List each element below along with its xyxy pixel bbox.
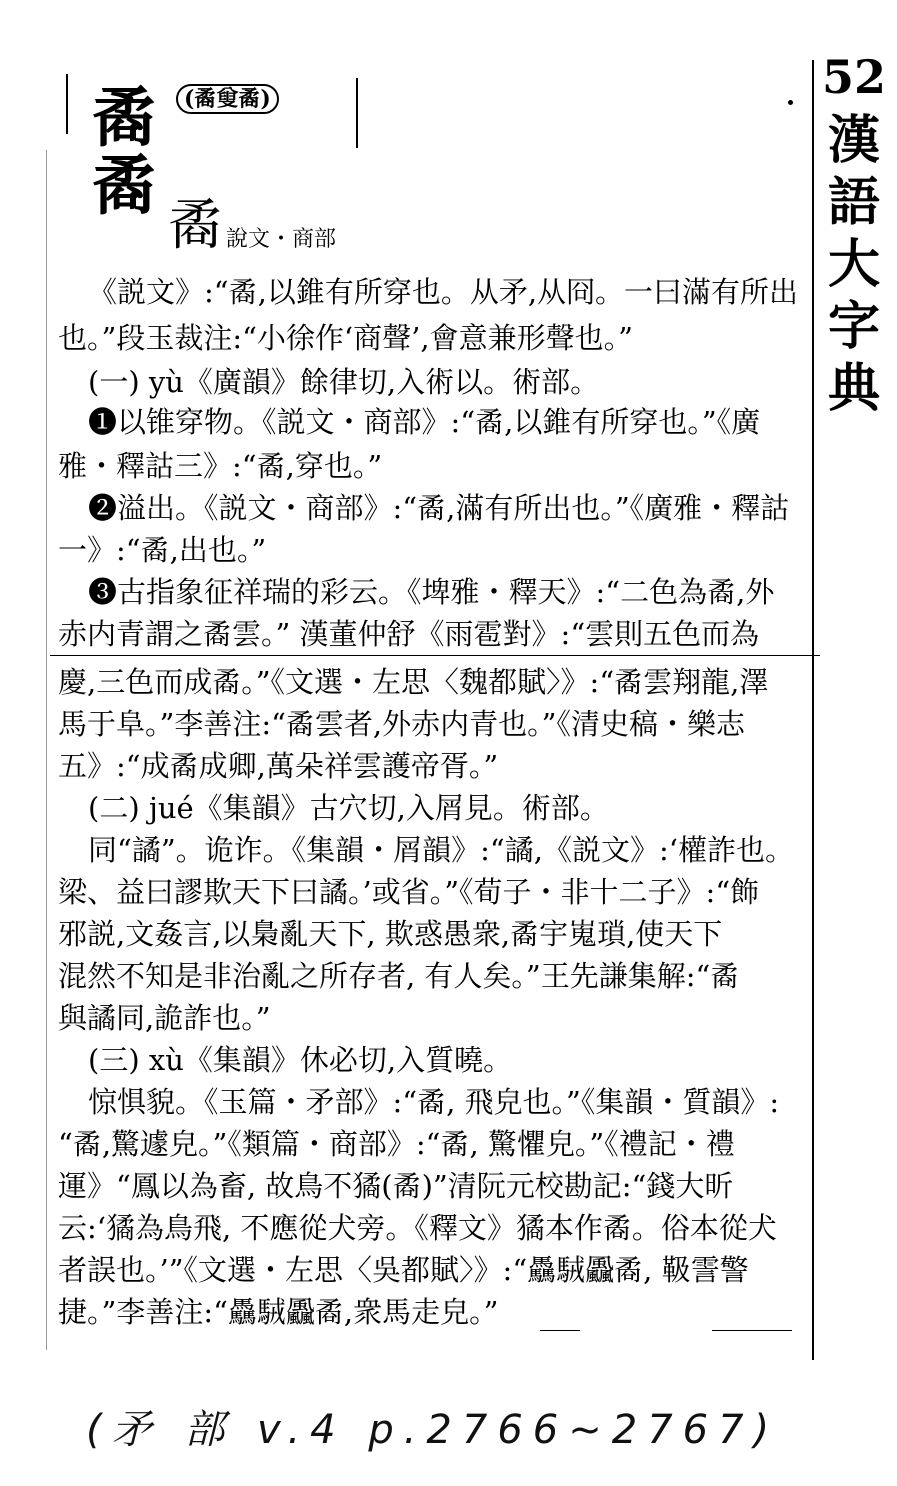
text-line: 《説文》:“矞,以錐有所穿也。从矛,从冏。一曰滿有所出 (88, 275, 799, 309)
page-number: 52 (822, 50, 887, 104)
text-line: (一) yù《廣韻》餘律切,入術以。術部。 (88, 365, 600, 399)
text-line: ❶以锥穿物。《説文・商部》:“矞,以錐有所穿也。”《廣 (88, 405, 761, 439)
book-title-char: 語 (827, 172, 880, 233)
seal-source-label: 說文・商部 (226, 227, 337, 252)
text-line: 運》“鳳以為畜, 故鳥不獝(矞)”清阮元校勘記:“錢大昕 (58, 1169, 734, 1203)
book-title-char: 字 (827, 296, 880, 357)
text-line: 一》:“矞,出也。” (58, 533, 267, 567)
text-line: “矞,驚遽皃。”《類篇・商部》:“矞, 驚懼皃。”《禮記・禮 (58, 1127, 735, 1161)
variant-forms: (矞𠭦矞) (176, 84, 279, 114)
left-margin-rule (66, 74, 68, 134)
text-line: 赤内青謂之矞雲。” 漢董仲舒《雨雹對》:“雲則五色而為 (58, 617, 760, 651)
headword-upper: 矞 (92, 78, 158, 156)
text-line: 馬于阜。”李善注:“矞雲者,外赤内青也。”《清史稿・樂志 (58, 707, 745, 741)
left-margin-rule-lower (46, 150, 47, 1350)
text-line: (二) jué《集韻》古穴切,入屑見。術部。 (88, 791, 609, 825)
text-line: ❸古指象征祥瑞的彩云。《埤雅・釋天》:“二色為矞,外 (88, 575, 775, 609)
book-title-char: 大 (827, 234, 880, 295)
headword-lower: 矞 (92, 146, 158, 224)
text-line: (三) xù《集韻》休必切,入質曉。 (88, 1043, 513, 1077)
header-right-rule (356, 78, 358, 148)
text-line: 者誤也。’”《文選・左思〈吳都賦〉》:“驫駥飍矞, 靸霅警 (58, 1253, 749, 1287)
text-line: 同“譎”。诡诈。《集韻・屑韻》:“譎,《説文》:‘權詐也。 (88, 833, 794, 867)
text-line: 雅・釋詁三》:“矞,穿也。” (58, 449, 383, 483)
handwritten-note: (矛 部 v.4 p.2766~2767) (86, 1407, 780, 1453)
column-divider-line (50, 655, 820, 656)
text-line: 云:‘獝為鳥飛, 不應從犬旁。《釋文》獝本作矞。俗本從犬 (58, 1211, 777, 1245)
text-line: 混然不知是非治亂之所存者, 有人矣。”王先謙集解:“矞 (58, 959, 740, 993)
text-line: 與譎同,詭詐也。” (58, 1001, 271, 1035)
text-line: 捷。”李善注:“驫駥飍矞,衆馬走皃。” (58, 1295, 499, 1329)
text-line: 惊惧貌。《玉篇・矛部》:“矞, 飛皃也。”《集韻・質韻》: (88, 1085, 780, 1119)
text-line: 慶,三色而成矞。”《文選・左思〈魏都賦〉》:“矞雲翔龍,澤 (58, 665, 769, 699)
book-title-char: 漢 (827, 110, 880, 171)
text-line: 五》:“成矞成卿,萬朵祥雲護帝胥。” (58, 749, 499, 783)
seal-script-glyph: 矞 (168, 193, 224, 258)
text-line: 也。”段玉裁注:“小徐作‘商聲’,會意兼形聲也。” (58, 321, 633, 355)
text-line: 梁、益曰謬欺天下曰譎。’或省。”《荀子・非十二子》:“飾 (58, 875, 760, 909)
text-line: 邪説,文姦言,以梟亂天下, 欺惑愚衆,矞宇嵬瑣,使天下 (58, 917, 723, 951)
margin-dot (788, 100, 793, 105)
book-title-char: 典 (827, 358, 880, 419)
text-line: ❷溢出。《説文・商部》:“矞,滿有所出也。”《廣雅・釋詁 (88, 491, 790, 525)
